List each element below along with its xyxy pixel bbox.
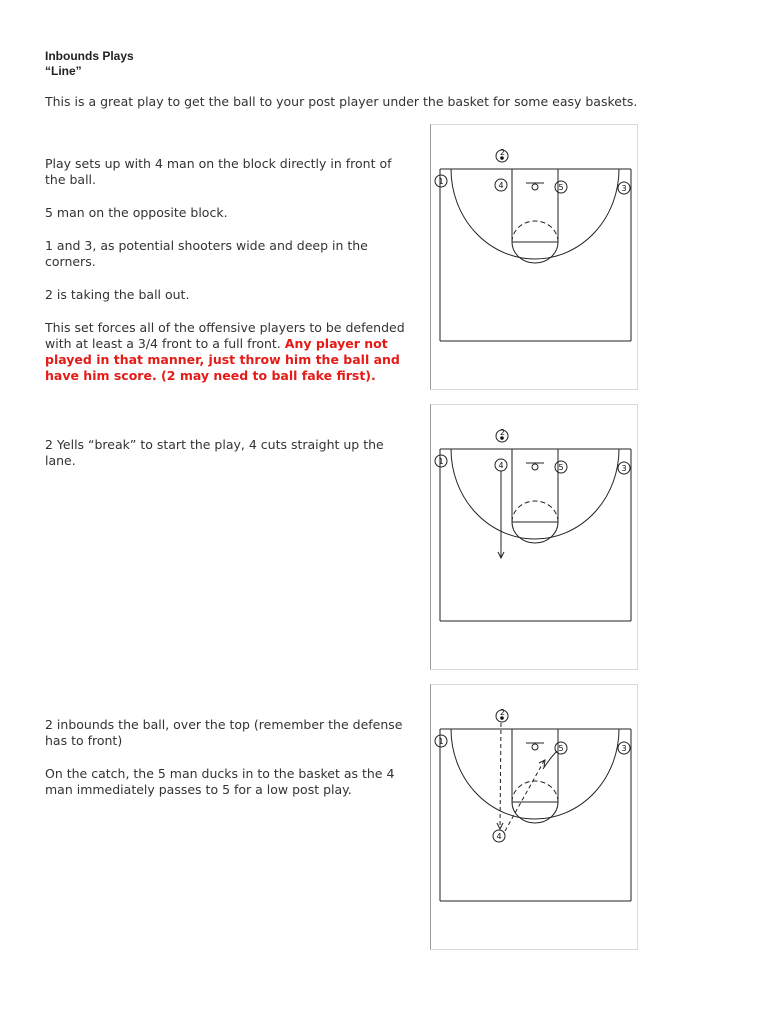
- player-3-label: 3: [621, 744, 627, 753]
- player-2-label: 2: [500, 708, 506, 717]
- setup-paragraph-5-text: This set forces all of the offensive players to be defended with at least a 3/4 front to a full front.: [45, 320, 405, 351]
- inbound-pass-path: [500, 723, 501, 828]
- post-pass-arrowhead: [539, 760, 545, 767]
- setup-paragraph-5: [45, 320, 415, 384]
- court-diagram-inbound: [430, 684, 638, 950]
- player-4: [493, 830, 505, 842]
- hoop: [532, 744, 538, 750]
- player-4-label: 4: [496, 832, 502, 841]
- player-2: [496, 708, 508, 722]
- page-heading: [45, 49, 134, 79]
- player-2: [496, 428, 508, 442]
- player-4: [495, 179, 507, 191]
- section-inbound: [45, 717, 415, 815]
- player-2-label: 2: [500, 148, 506, 157]
- setup-paragraph-3: 1 and 3, as potential shooters wide and deep in the corners.: [45, 238, 368, 269]
- setup-paragraph-1: Play sets up with 4 man on the block directly in front of the ball.: [45, 156, 392, 187]
- player-5: [555, 742, 567, 754]
- setup-paragraph-2: 5 man on the opposite block.: [45, 205, 228, 220]
- break-paragraph-1: 2 Yells “break” to start the play, 4 cuts straight up the lane.: [45, 437, 384, 468]
- lane: [512, 169, 558, 242]
- player-4-label: 4: [498, 181, 504, 190]
- free-throw-circle-top: [512, 221, 558, 242]
- lane: [512, 449, 558, 522]
- player-5-label: 5: [558, 463, 564, 472]
- setup-warning-text: Any player not played in that manner, just throw him the ball and have him score. (2 may need to ball fake first).: [45, 336, 400, 383]
- hoop: [532, 184, 538, 190]
- player-1: [435, 735, 447, 747]
- player-3-label: 3: [621, 464, 627, 473]
- heading-title: Inbounds Plays: [45, 49, 134, 63]
- court-svg-inbound: [431, 685, 639, 951]
- player-3-label: 3: [621, 184, 627, 193]
- court-svg-break: [431, 405, 639, 671]
- player-3: [618, 462, 630, 474]
- court-diagram-break: [430, 404, 638, 670]
- court-diagram-setup: [430, 124, 638, 390]
- section-setup: [45, 156, 415, 401]
- player-5-label: 5: [558, 744, 564, 753]
- setup-paragraph-4: 2 is taking the ball out.: [45, 287, 190, 302]
- free-throw-circle-bottom: [512, 242, 558, 263]
- lane: [512, 729, 558, 802]
- heading-subtitle: “Line”: [45, 64, 82, 78]
- player-1: [435, 175, 447, 187]
- player-5: [555, 461, 567, 473]
- player-1-label: 1: [438, 177, 444, 186]
- free-throw-circle-bottom: [512, 522, 558, 543]
- intro-text: This is a great play to get the ball to your post player under the basket for some easy baskets.: [45, 94, 638, 109]
- hoop: [532, 464, 538, 470]
- player-4: [495, 459, 507, 471]
- player-5-label: 5: [558, 183, 564, 192]
- player-5: [555, 181, 567, 193]
- court-svg-setup: [431, 125, 639, 391]
- player-3: [618, 182, 630, 194]
- player-1-label: 1: [438, 737, 444, 746]
- player-2: [496, 148, 508, 162]
- inbound-paragraph-2: On the catch, the 5 man ducks in to the basket as the 4 man immediately passes to 5 for a low post play.: [45, 766, 395, 797]
- free-throw-circle-top: [512, 781, 558, 802]
- player-2-label: 2: [500, 428, 506, 437]
- player-4-label: 4: [498, 461, 504, 470]
- free-throw-circle-top: [512, 501, 558, 522]
- player-1-label: 1: [438, 457, 444, 466]
- section-break: [45, 437, 415, 486]
- inbound-paragraph-1: 2 inbounds the ball, over the top (remember the defense has to front): [45, 717, 403, 748]
- player-1: [435, 455, 447, 467]
- player-3: [618, 742, 630, 754]
